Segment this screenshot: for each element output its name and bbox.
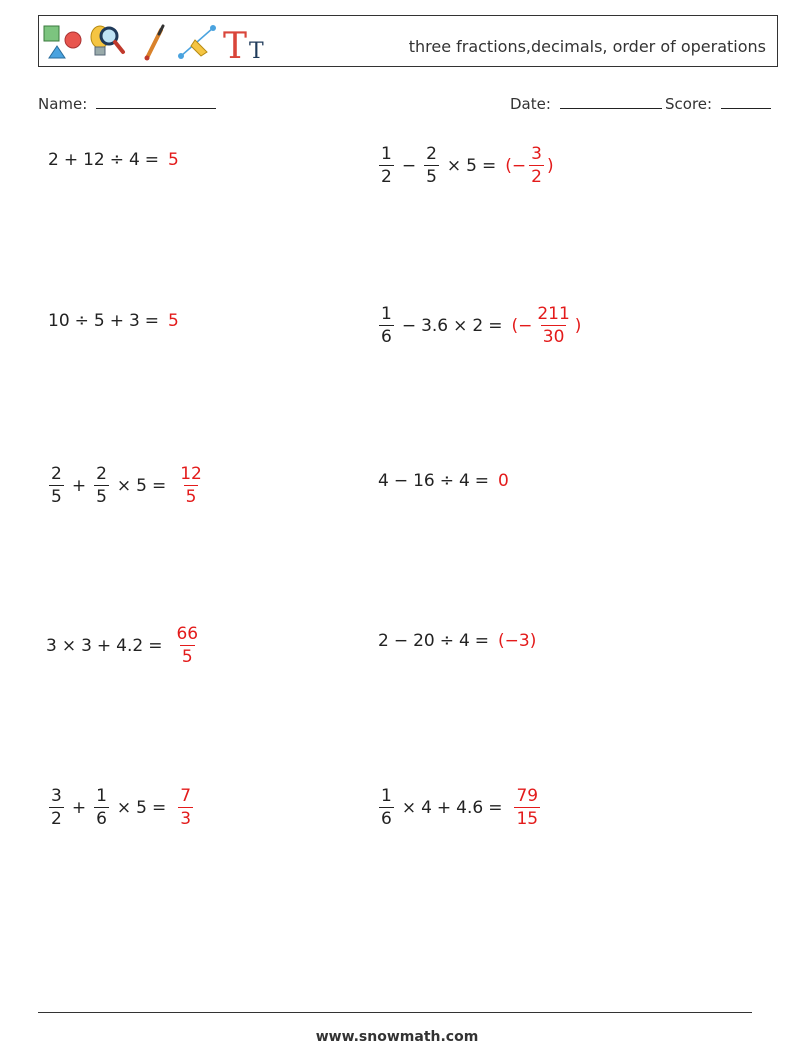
fraction: $\frac{2}{5}$ <box>51 464 62 507</box>
problem-10: $\frac{1}{6}$ × 4 + 4.6 = $\frac{79}{15}$ <box>376 788 543 828</box>
answer: 0 <box>498 471 509 491</box>
header-icons <box>43 20 273 64</box>
shapes-icon <box>44 26 81 58</box>
answer: (− $\frac{3}{2}$ ) <box>505 144 554 187</box>
footer-divider <box>38 1012 752 1013</box>
date-blank <box>560 94 662 109</box>
problem-6: 4 − 16 ÷ 4 = 0 <box>378 471 509 491</box>
date-field <box>510 94 662 113</box>
answer: $\frac{7}{3}$ <box>180 786 192 829</box>
worksheet-title: three fractions,decimals, order of operations <box>408 37 766 56</box>
problem-2: $\frac{1}{2}$ − $\frac{2}{5}$ × 5 = (− $\frac{3}{2}$ ) <box>381 144 554 187</box>
problem-1: 2 + 12 ÷ 4 = 5 <box>48 150 179 170</box>
name-label: Name: <box>38 95 88 113</box>
answer: 5 <box>168 311 179 331</box>
answer: (−3) <box>498 631 537 651</box>
fraction: $\frac{1}{6}$ <box>381 304 392 347</box>
svg-text:T: T <box>223 26 248 64</box>
problem-9: $\frac{3}{2}$ + $\frac{1}{6}$ × 5 = $\frac{7}{3}$ <box>46 788 196 828</box>
worksheet-header <box>38 15 778 67</box>
date-label: Date: <box>510 95 551 113</box>
name-field <box>38 94 216 113</box>
answer: $\frac{12}{5}$ <box>180 464 202 507</box>
problem-3: 10 ÷ 5 + 3 = 5 <box>48 311 179 331</box>
footer-url[interactable]: www.snowmath.com <box>315 1029 479 1045</box>
fraction: $\frac{1}{6}$ <box>96 786 107 829</box>
answer: $\frac{79}{15}$ <box>516 786 539 829</box>
paintbrush-icon <box>145 26 164 61</box>
fraction: $\frac{3}{2}$ <box>51 786 62 829</box>
text-size-icon <box>223 26 264 64</box>
problem-7: 3 × 3 + 4.2 = $\frac{66}{5}$ <box>46 626 203 666</box>
vector-pen-icon <box>178 25 216 59</box>
problem-4: $\frac{1}{6}$ − 3.6 × 2 = (− $\frac{211}{30}$ ) <box>381 304 582 347</box>
score-label: Score: <box>665 95 713 113</box>
problem-5: $\frac{2}{5}$ + $\frac{2}{5}$ × 5 = $\frac{12}{5}$ <box>46 466 207 506</box>
answer: 5 <box>168 150 179 170</box>
answer: (− $\frac{211}{30}$ ) <box>511 304 582 347</box>
fraction: $\frac{1}{6}$ <box>381 786 392 829</box>
svg-text:T: T <box>249 39 264 64</box>
lightbulb-magnifier-icon <box>91 26 123 55</box>
score-field <box>665 94 771 113</box>
name-blank <box>96 94 216 109</box>
fraction: $\frac{1}{2}$ <box>381 144 392 187</box>
answer: $\frac{66}{5}$ <box>176 624 199 667</box>
fraction: $\frac{2}{5}$ <box>96 464 107 507</box>
score-blank <box>721 94 771 109</box>
fraction: $\frac{2}{5}$ <box>426 144 437 187</box>
problem-8: 2 − 20 ÷ 4 = (−3) <box>378 631 537 651</box>
